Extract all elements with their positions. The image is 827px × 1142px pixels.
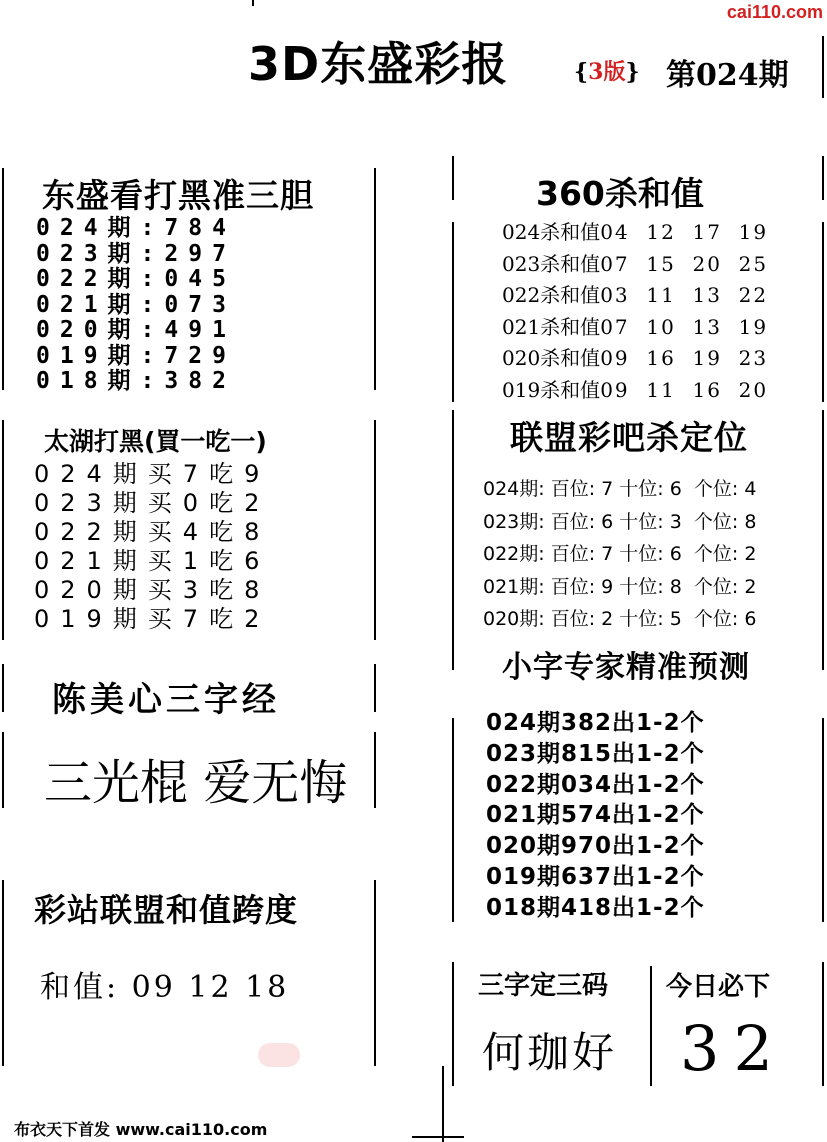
- row-label: 024杀和值: [502, 220, 601, 244]
- list-item: 023期815出1-2个: [486, 740, 705, 767]
- divider: [452, 222, 454, 402]
- caizhan-title: 彩站联盟和值跨度: [34, 891, 299, 929]
- divider: [374, 732, 376, 808]
- list-item: 024期:784: [36, 215, 236, 241]
- kill-sum-list: [502, 217, 768, 407]
- list-item: 024期: 百位: 7 十位: 6 个位: 4: [483, 478, 757, 500]
- list-item: 024期买7吃9: [34, 460, 271, 488]
- jinri-title: 今日必下: [666, 972, 771, 1002]
- list-item: [502, 217, 768, 249]
- caizhan-text: 和值: 09 12 18: [40, 970, 290, 1005]
- divider: [2, 168, 4, 390]
- jinri-answer: 32: [680, 1012, 787, 1085]
- site-logo: cai110.com: [726, 2, 823, 22]
- divider: [442, 1066, 444, 1142]
- divider: [452, 410, 454, 670]
- divider: [822, 222, 824, 402]
- dongsheng-list: [36, 216, 236, 395]
- footer-text: 布衣天下首发 www.cai110.com: [14, 1120, 268, 1139]
- divider: [650, 966, 652, 1086]
- divider: [374, 664, 376, 712]
- row-numbers: 03 11 13 22: [600, 283, 769, 308]
- divider: [822, 36, 824, 98]
- divider: [252, 0, 254, 6]
- edition-brace-close: }: [625, 59, 640, 85]
- list-item: 021期:073: [36, 291, 236, 318]
- xiaozi-list: [486, 708, 705, 924]
- chenmeixin-text: 三光棍 爱无悔: [44, 755, 348, 811]
- sanzi-title: 三字定三码: [478, 971, 609, 1001]
- lianmeng-title: 联盟彩吧杀定位: [510, 418, 748, 457]
- list-item: 023期:297: [36, 240, 236, 267]
- page-title: 3D东盛彩报: [248, 37, 509, 91]
- dongsheng-title: 东盛看打黑准三胆: [42, 176, 314, 215]
- list-item: [502, 312, 768, 344]
- edition-label: [574, 55, 640, 86]
- row-label: 019杀和值: [502, 377, 601, 402]
- list-item: 019期637出1-2个: [486, 863, 705, 890]
- divider: [2, 880, 4, 1066]
- divider: [374, 880, 376, 1066]
- list-item: 021期买1吃6: [34, 547, 271, 575]
- row-numbers: 09 16 19 23: [600, 346, 769, 371]
- row-numbers: 07 15 20 25: [600, 251, 769, 276]
- chenmeixin-title: 陈美心三字经: [52, 680, 280, 720]
- taihu-list: [34, 460, 270, 634]
- row-label: 021杀和值: [502, 314, 601, 339]
- list-item: 019期:729: [36, 342, 236, 369]
- decorative-mark: [258, 1043, 300, 1067]
- list-item: [502, 343, 768, 375]
- list-item: 024期382出1-2个: [486, 710, 705, 736]
- list-item: 021期: 百位: 9 十位: 8 个位: 2: [483, 575, 757, 598]
- list-item: 019期买7吃2: [34, 605, 271, 633]
- divider: [374, 420, 376, 640]
- list-item: 023期买0吃2: [34, 489, 271, 517]
- xiaozi-title: 小字专家精准预测: [502, 650, 750, 685]
- list-item: 022期买4吃8: [34, 518, 271, 546]
- divider: [2, 732, 4, 808]
- list-item: 022期:045: [36, 266, 236, 292]
- divider: [452, 156, 454, 200]
- list-item: 023期: 百位: 6 十位: 3 个位: 8: [483, 510, 757, 533]
- issue-number: 第024期: [666, 58, 789, 93]
- list-item: 020期:491: [36, 317, 236, 343]
- list-item: 021期574出1-2个: [486, 802, 705, 829]
- row-numbers: 07 10 13 19: [600, 314, 769, 339]
- list-item: 022期034出1-2个: [486, 771, 705, 798]
- divider: [822, 962, 824, 1086]
- row-label: 020杀和值: [502, 346, 601, 371]
- kill-sum-title: 360杀和值: [536, 174, 704, 213]
- divider: [2, 664, 4, 712]
- divider: [822, 156, 824, 200]
- divider: [2, 420, 4, 640]
- list-item: [502, 249, 768, 281]
- list-item: 022期: 百位: 7 十位: 6 个位: 2: [483, 543, 757, 565]
- divider: [412, 1136, 464, 1138]
- row-label: 023杀和值: [502, 251, 601, 276]
- divider: [452, 962, 454, 1086]
- taihu-title: 太湖打黑(買一吃一): [44, 427, 267, 456]
- divider: [822, 718, 824, 922]
- list-item: 020期买3吃8: [34, 576, 271, 604]
- divider: [822, 410, 824, 670]
- list-item: 018期:382: [36, 368, 236, 394]
- edition-brace-open: {: [574, 59, 589, 85]
- row-numbers: 09 11 16 20: [600, 377, 769, 402]
- lianmeng-list: [483, 473, 756, 636]
- list-item: 018期418出1-2个: [486, 894, 705, 921]
- list-item: 020期970出1-2个: [486, 833, 705, 860]
- divider: [452, 718, 454, 922]
- list-item: [502, 375, 768, 407]
- sanzi-answer: 何珈好: [482, 1028, 618, 1077]
- list-item: [502, 280, 768, 312]
- row-numbers: 04 12 17 19: [600, 220, 769, 244]
- row-label: 022杀和值: [502, 283, 601, 308]
- divider: [374, 168, 376, 390]
- list-item: 020期: 百位: 2 十位: 5 个位: 6: [483, 608, 757, 630]
- edition-number: 3版: [588, 59, 626, 85]
